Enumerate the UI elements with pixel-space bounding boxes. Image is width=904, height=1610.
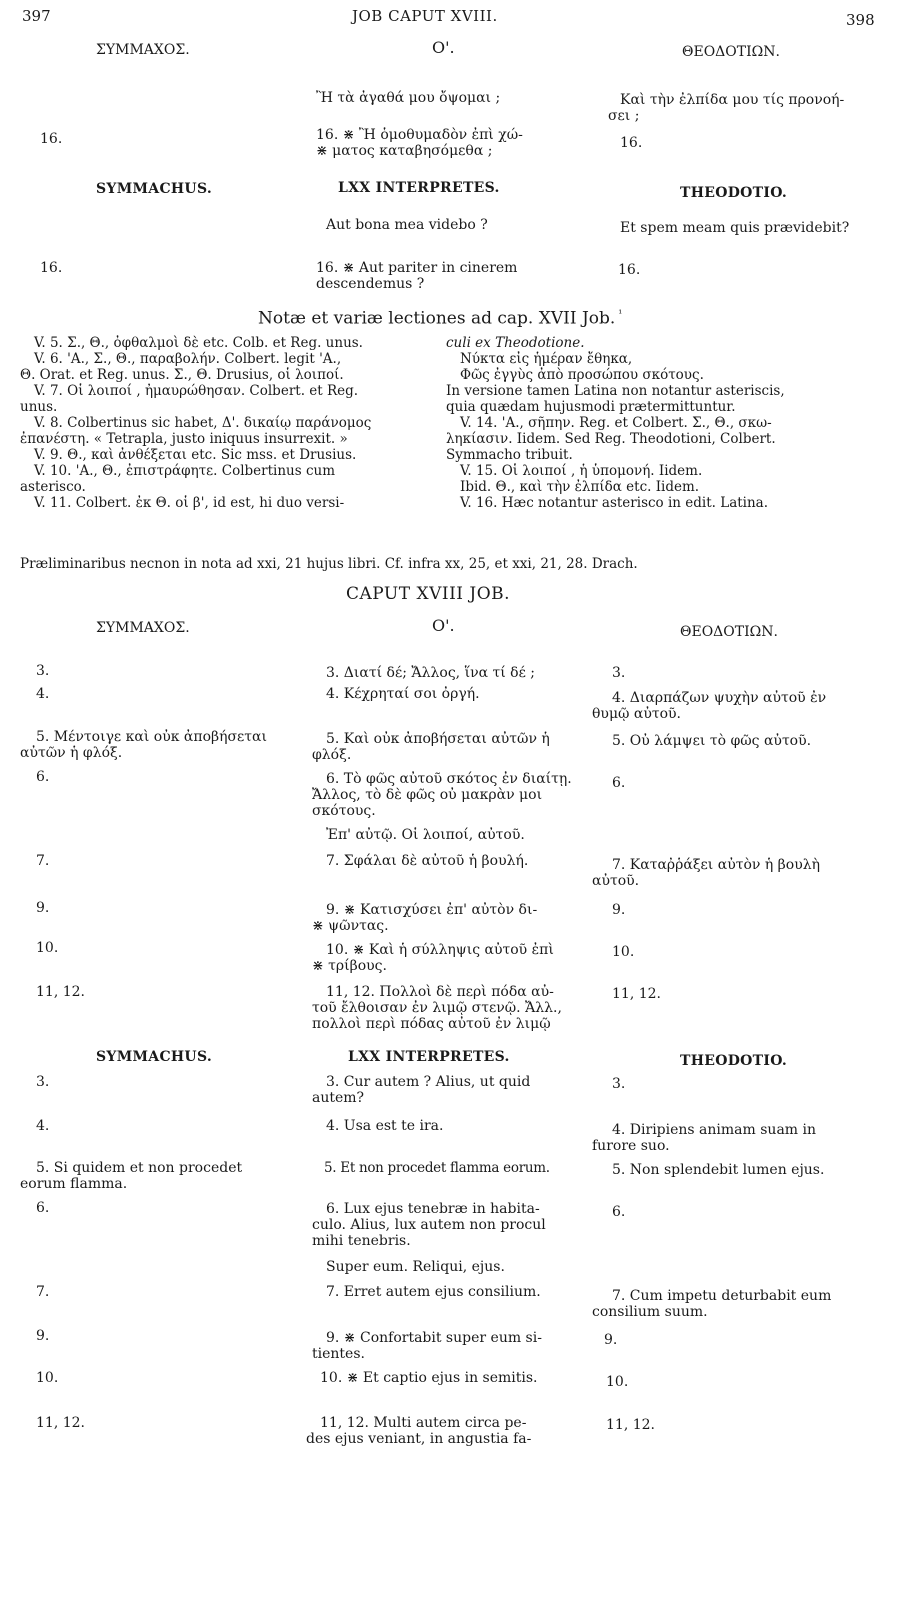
notes-right-column [446, 335, 886, 511]
note-line: quia quædam hujusmodi prætermittuntur. [446, 399, 736, 415]
g18-theo-v4: 4. Διαρπάζων ψυχὴν αὐτοῦ ἐν [612, 690, 827, 706]
verse-lxx-greek-16: 16. ⋇ Ἢ ὁμοθυμαδὸν ἐπὶ χώ- [316, 127, 523, 143]
verse-lxx-latin-16: 16. ⋇ Aut pariter in cinerem [316, 260, 518, 276]
note-line: culi ex Theodotione. [446, 335, 585, 351]
notes-title-text: Notæ et variæ lectiones ad cap. XVII Job. [258, 308, 616, 329]
verse-number-theodotio-latin: 16. [618, 262, 641, 278]
l18-sym-v7: 7. [36, 1284, 50, 1300]
greek-head-symmachus-18: ΣΥΜΜΑΧΟΣ. [96, 620, 190, 636]
latin-head-lxx-18: LXX INTERPRETES. [348, 1049, 510, 1065]
verse-number-symmachus-latin: 16. [40, 260, 63, 276]
l18-sym-v11: 11, 12. [36, 1415, 85, 1431]
g18-lxx-v7: 7. Σφάλαι δὲ αὐτοῦ ἡ βουλή. [326, 853, 529, 869]
g18-sym-v10: 10. [36, 940, 59, 956]
verse-lxx-latin: Aut bona mea videbo ? [326, 217, 488, 233]
l18-lxx-v11-cont: des ejus veniant, in angustia fa- [306, 1431, 532, 1447]
l18-lxx-v9-cont: tientes. [312, 1346, 365, 1362]
verse-theodotion-greek: Καὶ τὴν ἐλπίδα μου τίς προνοή- [620, 92, 845, 108]
l18-lxx-v7: 7. Erret autem ejus consilium. [326, 1284, 541, 1300]
l18-theo-v5: 5. Non splendebit lumen ejus. [612, 1162, 825, 1178]
l18-lxx-v4: 4. Usa est te ira. [326, 1118, 444, 1134]
l18-lxx-v6-variant: Super eum. Reliqui, ejus. [326, 1259, 505, 1275]
note-line: Θ. Orat. et Reg. unus. Σ., Θ. Drusius, οἱ λοιποί. [20, 367, 344, 383]
note-line: V. 9. Θ., καὶ ἀνθέξεται etc. Sic mss. et Drusius. [34, 447, 357, 463]
l18-theo-v7-cont: consilium suum. [592, 1304, 708, 1320]
l18-theo-v11: 11, 12. [606, 1417, 655, 1433]
l18-sym-v6: 6. [36, 1200, 50, 1216]
l18-theo-v4: 4. Diripiens animam suam in [612, 1122, 817, 1138]
latin-head-symmachus: SYMMACHUS. [96, 181, 213, 197]
g18-lxx-v4: 4. Κέχρηταί σοι ὀργή. [326, 686, 480, 702]
page-number-right: 398 [846, 11, 875, 29]
page-number-left: 397 [22, 7, 51, 25]
g18-theo-v7-cont: αὐτοῦ. [592, 873, 640, 889]
notes-title [258, 305, 622, 329]
g18-theo-v10: 10. [612, 944, 635, 960]
g18-lxx-v6-cont2: σκότους. [312, 803, 376, 819]
verse-lxx-greek-16-cont: ⋇ ματος καταβησόμεθα ; [316, 143, 493, 159]
g18-theo-v5: 5. Οὐ λάμψει τὸ φῶς αὐτοῦ. [612, 733, 812, 749]
g18-sym-v9: 9. [36, 900, 50, 916]
g18-sym-v4: 4. [36, 686, 50, 702]
g18-lxx-v6-cont1: Ἄλλος, τὸ δὲ φῶς οὐ μακρὰν μοι [312, 787, 543, 803]
latin-head-symmachus-18: SYMMACHUS. [96, 1049, 213, 1065]
note-line: V. 16. Hæc notantur asterisco in edit. Latina. [460, 495, 769, 511]
g18-lxx-v10: 10. ⋇ Καὶ ἡ σύλληψις αὐτοῦ ἐπὶ [326, 942, 554, 958]
note-line: asterisco. [20, 479, 86, 495]
l18-lxx-v6-cont1: culo. Alius, lux autem non procul [312, 1217, 546, 1233]
l18-sym-v3: 3. [36, 1074, 50, 1090]
g18-sym-v5: 5. Μέντοιγε καὶ οὐκ ἀποβήσεται [36, 729, 267, 745]
l18-theo-v3: 3. [612, 1076, 626, 1092]
l18-lxx-v6: 6. Lux ejus tenebræ in habita- [326, 1201, 540, 1217]
l18-theo-v9: 9. [604, 1332, 618, 1348]
footnote-marker: ¹ [618, 309, 623, 320]
note-line: V. 8. Colbertinus sic habet, Δ'. δικαίῳ παράνομος [34, 415, 372, 431]
verse-lxx-greek: Ἢ τὰ ἀγαθά μου ὄψομαι ; [316, 90, 501, 106]
g18-theo-v11: 11, 12. [612, 986, 661, 1002]
l18-sym-v10: 10. [36, 1370, 59, 1386]
g18-sym-v5-cont: αὐτῶν ἡ φλόξ. [20, 745, 123, 761]
g18-lxx-v11: 11, 12. Πολλοὶ δὲ περὶ πόδα αὐ- [326, 984, 554, 1000]
l18-lxx-v3: 3. Cur autem ? Alius, ut quid [326, 1074, 531, 1090]
g18-theo-v4-cont: θυμῷ αὐτοῦ. [592, 706, 682, 722]
notes-left-column [20, 335, 430, 511]
g18-sym-v7: 7. [36, 853, 50, 869]
g18-lxx-v5: 5. Καὶ οὐκ ἀποβήσεται αὐτῶν ἡ [326, 731, 550, 747]
footnote-continuation: Præliminaribus necnon in nota ad xxi, 21 hujus libri. Cf. infra xx, 25, et xxi, 21, 28. Drach. [20, 556, 638, 572]
l18-theo-v4-cont: furore suo. [592, 1138, 670, 1154]
greek-head-theodotion-18: ΘΕΟΔΟΤΙΩΝ. [680, 624, 778, 640]
l18-theo-v7: 7. Cum impetu deturbabit eum [612, 1288, 832, 1304]
note-line: ἐπανέστη. « Tetrapla, justo iniquus insurrexit. » [20, 431, 348, 447]
note-line: unus. [20, 399, 58, 415]
l18-sym-v5-cont: eorum flamma. [20, 1176, 128, 1192]
g18-lxx-v11-cont1: τοῦ ἔλθοισαν ἐν λιμῷ στενῷ. Ἄλλ., [312, 1000, 562, 1016]
greek-head-lxx: Ο'. [432, 38, 455, 57]
l18-lxx-v9: 9. ⋇ Confortabit super eum si- [326, 1330, 542, 1346]
latin-head-theodotio-18: THEODOTIO. [680, 1053, 788, 1069]
l18-lxx-v5: 5. Et non procedet flamma eorum. [324, 1160, 550, 1176]
note-line: Ibid. Θ., καὶ τὴν ἐλπίδα etc. Iidem. [460, 479, 700, 495]
l18-sym-v4: 4. [36, 1118, 50, 1134]
greek-head-lxx-18: Ο'. [432, 616, 455, 635]
l18-lxx-v6-cont2: mihi tenebris. [312, 1233, 411, 1249]
latin-head-lxx: LXX INTERPRETES. [338, 180, 500, 196]
note-line: Φῶς ἐγγὺς ἀπὸ προσώπου σκότους. [460, 367, 704, 383]
greek-head-theodotion: ΘΕΟΔΟΤΙΩΝ. [682, 44, 780, 60]
g18-theo-v3: 3. [612, 665, 626, 681]
l18-lxx-v11: 11, 12. Multi autem circa pe- [320, 1415, 527, 1431]
verse-number-theodotion: 16. [620, 135, 643, 151]
g18-lxx-v9: 9. ⋇ Κατισχύσει ἐπ' αὐτὸν δι- [326, 902, 538, 918]
note-line: V. 14. 'Α., σῆπην. Reg. et Colbert. Σ., Θ., σκω- [460, 415, 772, 431]
g18-theo-v7: 7. Καταῤῥάξει αὐτὸν ἡ βουλὴ [612, 857, 820, 873]
note-line: V. 11. Colbert. ἐκ Θ. οἱ β', id est, hi duo versi- [34, 495, 345, 511]
g18-theo-v6: 6. [612, 775, 626, 791]
verse-theodotio-latin: Et spem meam quis prævidebit? [620, 220, 850, 236]
g18-lxx-v5-cont: φλόξ. [312, 747, 352, 763]
g18-lxx-v6-variant: Ἐπ' αὐτῷ. Οἱ λοιποί, αὐτοῦ. [326, 827, 525, 843]
note-line: V. 15. Οἱ λοιποί , ἡ ὑπομονή. Iidem. [460, 463, 703, 479]
note-line: V. 6. 'Α., Σ., Θ., παραβολήν. Colbert. legit 'Α., [34, 351, 342, 367]
note-line: ληκίασιν. Iidem. Sed Reg. Theodotioni, Colbert. [446, 431, 776, 447]
g18-lxx-v6: 6. Τὸ φῶς αὐτοῦ σκότος ἐν διαίτῃ. [326, 771, 572, 787]
l18-sym-v9: 9. [36, 1328, 50, 1344]
note-line: Symmacho tribuit. [446, 447, 573, 463]
note-line: V. 10. 'Α., Θ., ἐπιστράφητε. Colbertinus cum [34, 463, 336, 479]
g18-sym-v11: 11, 12. [36, 984, 85, 1000]
verse-theodotion-greek-cont: σει ; [608, 108, 640, 124]
l18-sym-v5: 5. Si quidem et non procedet [36, 1160, 243, 1176]
g18-theo-v9: 9. [612, 902, 626, 918]
chapter-title: CAPUT XVIII JOB. [346, 584, 511, 604]
verse-lxx-latin-16-cont: descendemus ? [316, 276, 425, 292]
note-line: In versione tamen Latina non notantur asteriscis, [446, 383, 785, 399]
greek-head-symmachus: ΣΥΜΜΑΧΟΣ. [96, 42, 190, 58]
verse-number-symmachus: 16. [40, 131, 63, 147]
l18-lxx-v3-cont: autem? [312, 1090, 365, 1106]
g18-sym-v6: 6. [36, 769, 50, 785]
g18-lxx-v9-cont: ⋇ ψῶντας. [312, 918, 389, 934]
note-line: Νύκτα εἰς ἡμέραν ἔθηκα, [460, 351, 633, 367]
g18-lxx-v3: 3. Διατί δέ; Ἄλλος, ἵνα τί δέ ; [326, 665, 536, 681]
g18-lxx-v10-cont: ⋇ τρίβους. [312, 958, 387, 974]
latin-head-theodotio: THEODOTIO. [680, 185, 788, 201]
l18-theo-v10: 10. [606, 1374, 629, 1390]
l18-theo-v6: 6. [612, 1204, 626, 1220]
note-line: V. 5. Σ., Θ., ὀφθαλμοὶ δὲ etc. Colb. et Reg. unus. [34, 335, 363, 351]
g18-lxx-v11-cont2: πολλοὶ περὶ πόδας αὐτοῦ ἐν λιμῷ [312, 1016, 551, 1032]
l18-lxx-v10: 10. ⋇ Et captio ejus in semitis. [320, 1370, 538, 1386]
g18-sym-v3: 3. [36, 663, 50, 679]
note-line: V. 7. Οἱ λοιποί , ἠμαυρώθησαν. Colbert. et Reg. [34, 383, 359, 399]
page-title: JOB CAPUT XVIII. [352, 7, 498, 25]
